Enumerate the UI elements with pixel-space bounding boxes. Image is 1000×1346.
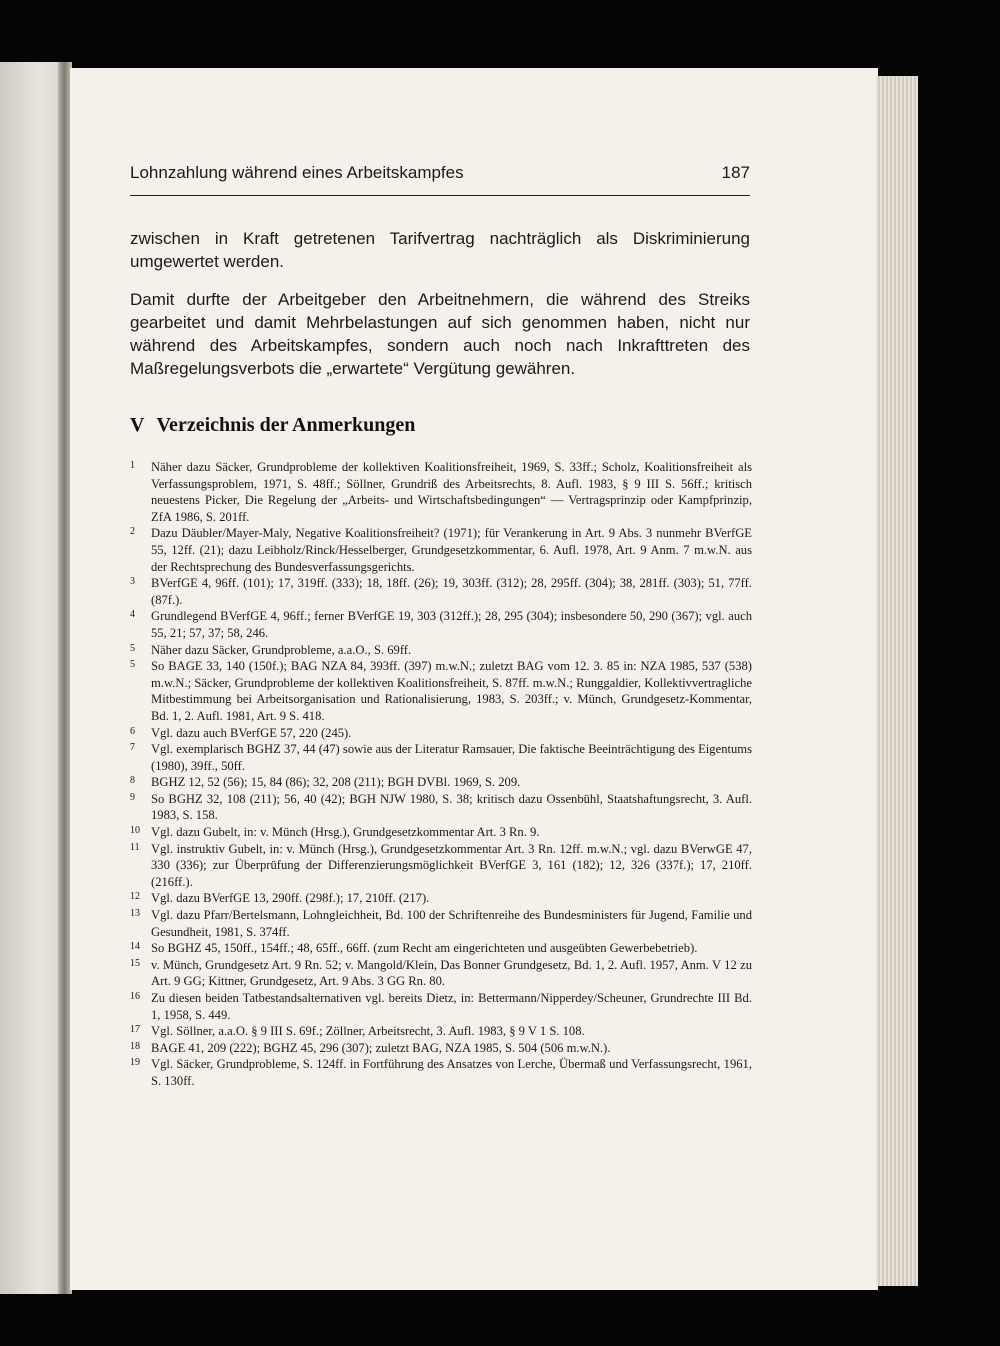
left-page-edge	[0, 62, 66, 1294]
note-item	[130, 841, 752, 891]
note-item	[130, 1040, 752, 1057]
note-number: 17	[130, 1024, 140, 1036]
note-number: 14	[130, 941, 140, 953]
note-number: 3	[130, 576, 135, 588]
note-item	[130, 890, 752, 907]
note-text: Vgl. dazu auch BVerfGE 57, 220 (245).	[151, 725, 352, 740]
note-text: Dazu Däubler/Mayer-Maly, Negative Koalitionsfreiheit? (1971); für Verankerung in Art. 9 Abs. 3 nunmehr BVerfGE 55, 12ff. (21); dazu Leibholz/Rinck/Hesselberger, Grundgesetzkommentar, 6. Aufl. 1978, Art. 9 Anm. 7 m.w.N. aus der Rechtsprechung des Bundesverfassungsgerichts.	[151, 526, 752, 574]
note-text: Näher dazu Säcker, Grundprobleme, a.a.O., S. 69ff.	[151, 642, 412, 657]
note-item	[130, 658, 752, 724]
note-number: 15	[130, 957, 140, 969]
body-text	[130, 227, 750, 395]
note-number: 2	[130, 526, 135, 538]
note-number: 16	[130, 991, 140, 1002]
note-item	[130, 990, 752, 1023]
note-text: Grundlegend BVerfGE 4, 96ff.; ferner BVerfGE 19, 303 (312ff.); 28, 295 (304); insbesondere 50, 290 (367); vgl. auch 55, 21; 57, 37; 58, 246.	[151, 609, 752, 640]
note-item	[130, 741, 752, 774]
note-item	[130, 1023, 752, 1040]
note-item	[130, 824, 752, 841]
note-item	[130, 525, 752, 575]
note-number: 7	[130, 742, 135, 754]
note-number: 11	[130, 841, 140, 853]
note-item	[130, 1056, 752, 1089]
notes-list	[130, 459, 752, 1090]
note-text: Vgl. exemplarisch BGHZ 37, 44 (47) sowie aus der Literatur Ramsauer, Die faktische Beeinträchtigung des Eigentums (1980), 39ff., 50ff.	[151, 742, 752, 773]
note-number: 1	[130, 460, 135, 471]
note-number: 8	[130, 775, 135, 787]
note-item	[130, 608, 752, 641]
note-item	[130, 725, 752, 742]
note-item	[130, 940, 752, 957]
note-number: 9	[130, 791, 135, 803]
note-number: 6	[130, 725, 135, 737]
running-title: Lohnzahlung während eines Arbeitskampfes	[130, 163, 464, 182]
note-text: v. Münch, Grundgesetz Art. 9 Rn. 52; v. Mangold/Klein, Das Bonner Grundgesetz, Bd. 1, 2. Aufl. 1957, Anm. V 12 zu Art. 9 GG; Kittner, Grundgesetz, Art. 9 Abs. 3 GG Rn. 80.	[151, 957, 752, 989]
note-item	[130, 642, 752, 659]
note-item	[130, 774, 752, 791]
note-text: Vgl. Säcker, Grundprobleme, S. 124ff. in Fortführung des Ansatzes von Lerche, Übermaß und Verfassungsrecht, 1961, S. 130ff.	[151, 1057, 752, 1088]
paragraph: zwischen in Kraft getretenen Tarifvertrag nachträglich als Diskriminierung umgewertet werden.	[130, 229, 750, 271]
note-number: 5	[130, 659, 135, 671]
section-number: V	[130, 414, 145, 436]
note-text: BGHZ 12, 52 (56); 15, 84 (86); 32, 208 (211); BGH DVBl. 1969, S. 209.	[151, 775, 521, 790]
note-text: Vgl. dazu Gubelt, in: v. Münch (Hrsg.), Grundgesetzkommentar Art. 3 Rn. 9.	[151, 825, 540, 840]
note-text: Vgl. dazu Pfarr/Bertelsmann, Lohngleichheit, Bd. 100 der Schriftenreihe des Bundesministers für Jugend, Familie und Gesundheit, 1981, S. 374ff.	[151, 908, 752, 939]
note-text: Vgl. Söllner, a.a.O. § 9 III S. 69f.; Zöllner, Arbeitsrecht, 3. Aufl. 1983, § 9 V 1 S. 108.	[151, 1024, 585, 1039]
note-text: Zu diesen beiden Tatbestandsalternativen vgl. bereits Dietz, in: Bettermann/Nipperdey/Scheuner, Grundrechte III Bd. 1, 1958, S. 449.	[151, 991, 752, 1022]
page-edges	[876, 76, 918, 1286]
note-item	[130, 791, 752, 824]
note-item	[130, 907, 752, 940]
page-number: 187	[721, 163, 750, 182]
note-number: 18	[130, 1040, 140, 1052]
note-text: Vgl. dazu BVerfGE 13, 290ff. (298f.); 17, 210ff. (217).	[151, 891, 430, 906]
note-text: BAGE 41, 209 (222); BGHZ 45, 296 (307); zuletzt BAG, NZA 1985, S. 504 (506 m.w.N.).	[151, 1040, 611, 1055]
note-text: So BAGE 33, 140 (150f.); BAG NZA 84, 393ff. (397) m.w.N.; zuletzt BAG vom 12. 3. 85 in: NZA 1985, 537 (538) m.w.N.; Säcker, Grundprobleme der kollektiven Koalitionsfreiheit, S. 87ff. m.w.N.; Runggaldier, Kollektivvertragliche Mitbestimmung bei Arbeitsorganisation und Rationalisierung, 1983, S. 203ff.; v. Münch, Grundgesetz-Kommentar, Bd. 1, 2. Aufl. 1981, Art. 9 S. 418.	[151, 659, 752, 723]
note-number: 19	[130, 1057, 140, 1069]
note-number: 10	[130, 825, 140, 837]
note-number: 13	[130, 908, 140, 920]
header-rule	[130, 195, 750, 196]
note-text: BVerfGE 4, 96ff. (101); 17, 319ff. (333); 18, 18ff. (26); 19, 303ff. (312); 28, 295ff. (304); 38, 281ff. (303); 51, 77ff. (87f.).	[151, 576, 752, 607]
note-item	[130, 459, 752, 525]
note-text: So BGHZ 45, 150ff., 154ff.; 48, 65ff., 66ff. (zum Recht am eingerichteten und ausgeübten Gewerbebetrieb).	[151, 941, 698, 956]
note-text: Näher dazu Säcker, Grundprobleme der kollektiven Koalitionsfreiheit, 1969, S. 33ff.; Scholz, Koalitionsfreiheit als Verfassungsproblem, 1971, S. 48ff.; Söllner, Grundriß des Arbeitsrechts, 8. Aufl. 1983, § 9 III S. 56ff.; kritisch neuestens Picker, Die Regelung der „Arbeits- und Wirtschaftsbedingungen“ — Vertragsprinzip oder Kampfprinzip, ZfA 1986, S. 201ff.	[151, 460, 752, 524]
note-item	[130, 957, 752, 990]
note-text: So BGHZ 32, 108 (211); 56, 40 (42); BGH NJW 1980, S. 38; kritisch dazu Ossenbühl, Staatshaftungsrecht, 3. Aufl. 1983, S. 158.	[151, 791, 752, 823]
note-number: 5	[130, 642, 135, 654]
running-header	[130, 163, 750, 183]
note-number: 4	[130, 609, 135, 621]
note-text: Vgl. instruktiv Gubelt, in: v. Münch (Hrsg.), Grundgesetzkommentar Art. 3 Rn. 12ff. m.w.N.; vgl. dazu BVerwGE 47, 330 (336); zur Überprüfung der Differenzierungsmöglichkeit BVerfGE 3, 161 (182); 12, 326 (337f.); 17, 210ff. (216ff.).	[151, 841, 752, 889]
note-item	[130, 575, 752, 608]
note-number: 12	[130, 891, 140, 903]
paragraph: Damit durfte der Arbeitgeber den Arbeitnehmern, die während des Streiks gearbeitet und damit Mehrbelastungen auf sich genommen haben, nicht nur während des Arbeitskampfes, sondern auch noch nach Inkrafttreten des Maßregelungsverbots die „erwartete“ Vergütung gewähren.	[130, 290, 750, 378]
section-heading	[130, 414, 750, 437]
section-title: Verzeichnis der Anmerkungen	[156, 414, 416, 436]
